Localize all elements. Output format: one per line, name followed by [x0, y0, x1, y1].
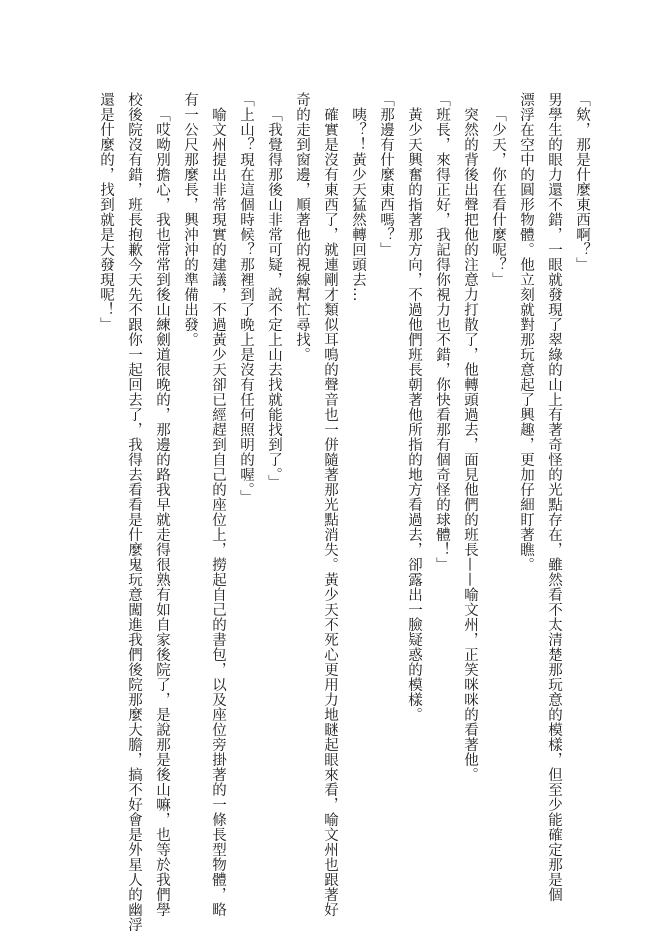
text-line: 「上山？現在這個時候？那裡到了晚上是沒有任何照明的喔。」: [238, 92, 254, 505]
text-line: 「少天，你在看什麼呢？」: [490, 106, 506, 287]
vertical-text-block: [76, 92, 596, 932]
text-line: 「那邊有什麼東西嗎？」: [378, 92, 394, 257]
text-line: 「我覺得那後山非常可疑，說不定上山去找就能找到了。」: [266, 106, 282, 490]
text-line: 有一公尺那麼長，興沖沖的準備出發。: [182, 92, 198, 347]
text-line: 黃少天興奮的指著那方向，不過他們班長朝著他所指的地方看過去，卻露出一臉疑惑的模樣。: [406, 106, 422, 722]
text-line: 「欸，那是什麼東西啊？」: [574, 92, 590, 272]
text-line: 校後院沒有錯，班長抱歉今天先不跟你一起回去了，我得去看看是什麼鬼玩意闖進我們後院那麼大膽，搞不好會是外星人的幽浮: [126, 92, 142, 932]
text-line: 咦？！黃少天猛然轉回頭去…: [350, 106, 366, 302]
text-line: 漂浮在空中的圓形物體。他立刻就對那玩意起了興趣，更加仔細盯著瞧。: [518, 92, 534, 572]
text-line: 確實是沒有東西了，就連剛才類似耳鳴的聲音也一併隨著那光點消失。黃少天不死心更用力地瞇起眼來看，喻文州也跟著好: [322, 106, 338, 917]
text-line: 還是什麼的，找到就是大發現呢！」: [98, 92, 114, 332]
text-line: 「班長，來得正好，我記得你視力也不錯，你快看那有個奇怪的球體！」: [434, 92, 450, 572]
text-line: 「哎呦別擔心，我也常常到後山練劍道很晚的，那邊的路我早就走得很熟有如自家後院了，是說那是後山嘛，也等於我們學: [154, 106, 170, 917]
text-line: 喻文州提出非常現實的建議，不過黃少天卻已經趕到自己的座位上，撈起自己的書包，以及座位旁掛著的一條長型物體，略: [210, 106, 226, 917]
text-line: 奇的走到窗邊，順著他的視線幫忙尋找。: [294, 92, 310, 362]
text-line: 男學生的眼力還不錯，一眼就發現了翠綠的山上有著奇怪的光點存在，雖然看不太清楚那玩意的模樣，但至少能確定那是個: [546, 92, 562, 902]
text-line: 突然的背後出聲把他的注意力打散了，他轉頭過去，面見他們的班長——喻文州，正笑咪咪的看著他。: [462, 106, 478, 782]
